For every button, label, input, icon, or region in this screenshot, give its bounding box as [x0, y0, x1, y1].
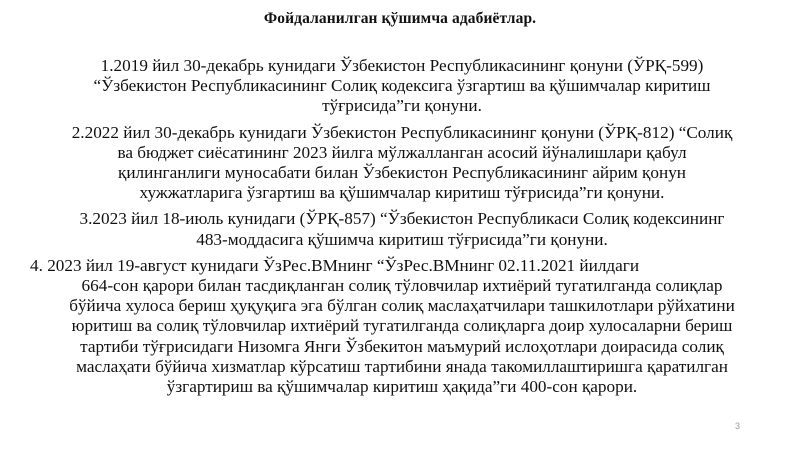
reference-line: 4. 2023 йил 19-август кунидаги ЎзРес.ВМнинг “ЎзРес.ВМнинг 02.11.2021 йилдаги: [30, 255, 640, 275]
reference-line: қилинганлиги муносабати билан Ўзбекистон Республикасининг айрим қонун: [118, 163, 686, 183]
reference-item-1: [26, 56, 778, 117]
reference-item-4: [26, 256, 778, 397]
reference-line: тўғрисида”ги қонуни.: [322, 96, 482, 116]
reference-item-2: [26, 123, 778, 204]
reference-line: ва бюджет сиёсатининг 2023 йилга мўлжалланган асосий йўналишлари қабул: [117, 142, 687, 162]
reference-line: хужжатларига ўзгартиш ва қўшимчалар киритиш тўғрисида”ги қонуни.: [139, 183, 665, 203]
reference-line: тартиби тўғрисидаги Низомга Янги Ўзбекитон маъмурий ислоҳотлари доирасида солиқ: [80, 336, 724, 356]
reference-line: 2.2022 йил 30-декабрь кунидаги Ўзбекистон Республикасининг қонуни (ЎРҚ-812) “Солиқ: [71, 122, 733, 142]
reference-line: “Ўзбекистон Республикасининг Солиқ кодексига ўзгартиш ва қўшимчалар киритиш: [93, 76, 711, 96]
reference-item-3: [26, 209, 778, 249]
reference-line: 3.2023 йил 18-июль кунидаги (ЎРҚ-857) “Ўзбекистон Республикаси Солиқ кодексининг: [79, 209, 725, 229]
reference-line: 483-моддасига қўшимча киритиш тўғрисида”ги қонуни.: [196, 229, 608, 249]
page-number: 3: [734, 421, 740, 431]
reference-line: 664-сон қарори билан тасдиқланган солиқ тўловчилар ихтиёрий тугатилганда солиқлар: [81, 276, 723, 296]
reference-line: ўзгартириш ва қўшимчалар киритиш ҳақида”ги 400-сон қарори.: [166, 377, 638, 397]
reference-line: бўйича хулоса бериш ҳуқуқига эга бўлган солиқ маслаҳатчилари ташкилотлари рўйхатини: [69, 296, 735, 316]
reference-line: юритиш ва солиқ тўловчилар ихтиёрий тугатилганда солиқларга доир хулосаларни бериш: [71, 316, 733, 336]
reference-line: маслаҳати бўйича хизматлар кўрсатиш тартибини янада такомиллаштиришга қаратилган: [76, 356, 728, 376]
slide-title: Фойдаланилган қўшимча адабиётлар.: [263, 10, 537, 27]
reference-list: [26, 56, 778, 403]
reference-line: 1.2019 йил 30-декабрь кунидаги Ўзбекистон Республикасининг қонуни (ЎРҚ-599): [100, 56, 704, 75]
